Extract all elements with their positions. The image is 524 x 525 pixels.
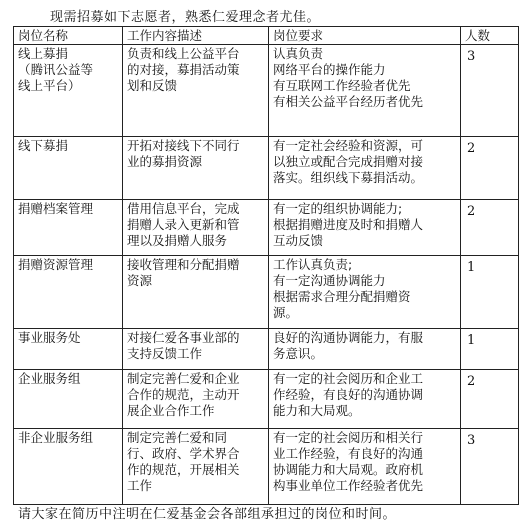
requirements: 有一定的社会阅历和企业工 作经验，有良好的沟通协调 能力和大局观。 xyxy=(269,370,461,429)
table-row xyxy=(14,256,519,329)
job-description: 接收管理和分配捐赠 资源 xyxy=(123,256,269,329)
position-name: 捐赠档案管理 xyxy=(14,200,123,256)
requirements: 工作认真负责; 有一定沟通协调能力 根据需求合理分配捐赠资 源。 xyxy=(269,256,461,329)
job-description: 开拓对接线下不同行 业的募捐资源 xyxy=(123,137,269,200)
requirements: 有一定社会经验和资源，可 以独立或配合完成捐赠对接 落实。组织线下募捐活动。 xyxy=(269,137,461,200)
headcount: 2 xyxy=(461,370,519,429)
job-description: 负责和线上公益平台 的对接，募捐活动策 划和反馈 xyxy=(123,45,269,137)
job-description: 制定完善仁爱和同 行、政府、学术界合 作的规范，开展相关 工作 xyxy=(123,429,269,505)
intro-text: 现需招募如下志愿者，熟悉仁爱理念者尤佳。 xyxy=(50,10,321,25)
table-header-row xyxy=(14,27,519,45)
position-name: 线上募捐 （腾讯公益等 线上平台） xyxy=(14,45,123,137)
table-row xyxy=(14,200,519,256)
position-name: 非企业服务组 xyxy=(14,429,123,505)
headcount: 2 xyxy=(461,137,519,200)
header-headcount: 人数 xyxy=(461,27,519,45)
headcount: 1 xyxy=(461,256,519,329)
job-description: 制定完善仁爱和企业 合作的规范，主动开 展企业合作工作 xyxy=(123,370,269,429)
job-description: 借用信息平台，完成 捐赠人录入更新和管 理以及捐赠人服务 xyxy=(123,200,269,256)
volunteer-positions-table xyxy=(13,26,519,505)
headcount: 2 xyxy=(461,200,519,256)
headcount: 3 xyxy=(461,429,519,505)
position-name: 线下募捐 xyxy=(14,137,123,200)
table-row xyxy=(14,429,519,505)
position-name: 捐赠资源管理 xyxy=(14,256,123,329)
header-job-description: 工作内容描述 xyxy=(123,27,269,45)
headcount: 1 xyxy=(461,329,519,370)
header-requirements: 岗位要求 xyxy=(269,27,461,45)
table-row xyxy=(14,137,519,200)
requirements: 良好的沟通协调能力，有服 务意识。 xyxy=(269,329,461,370)
requirements: 认真负责 网络平台的操作能力 有互联网工作经验者优先 有相关公益平台经历者优先 xyxy=(269,45,461,137)
requirements: 有一定的组织协调能力; 根据捐赠进度及时和捐赠人 互动反馈 xyxy=(269,200,461,256)
table-row xyxy=(14,370,519,429)
header-position-name: 岗位名称 xyxy=(14,27,123,45)
job-description: 对接仁爱各事业部的 支持反馈工作 xyxy=(123,329,269,370)
headcount: 3 xyxy=(461,45,519,137)
position-name: 事业服务处 xyxy=(14,329,123,370)
footer-note: 请大家在简历中注明在仁爱基金会各部组承担过的岗位和时间。 xyxy=(18,507,397,522)
table-row xyxy=(14,45,519,137)
table-row xyxy=(14,329,519,370)
requirements: 有一定的社会阅历和相关行 业工作经验，有良好的沟通 协调能力和大局观。政府机 构事业单位工作经验者优先 xyxy=(269,429,461,505)
position-name: 企业服务组 xyxy=(14,370,123,429)
